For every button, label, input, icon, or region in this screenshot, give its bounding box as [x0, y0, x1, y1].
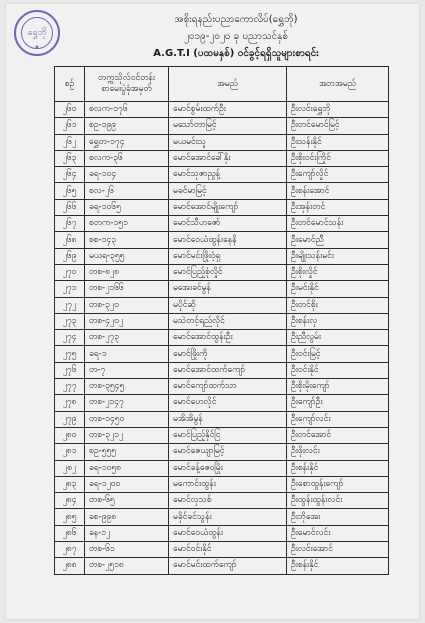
row-no: ၂၆၀ — [55, 102, 85, 118]
table-row — [55, 264, 389, 280]
document-page — [6, 4, 419, 619]
row-no: ၂၇၇ — [55, 379, 85, 395]
row-name: မောင်အောင်ထက်ကျော် — [169, 362, 287, 378]
college-seal-icon — [14, 10, 60, 56]
row-father-name: ဦးတင်မောင်သန်း — [287, 216, 389, 232]
row-exam-roll: တစ-၈၂၈ — [85, 264, 169, 280]
row-name: မောင်ဇေယျာမြင့် — [169, 444, 287, 460]
table-row — [55, 297, 389, 313]
row-name: မောင်ခန့်ဇေဝမြိုး — [169, 460, 287, 476]
seal-center: ရွှေဘို — [21, 17, 53, 49]
row-exam-roll: တစ-၁၄၅၀ — [85, 411, 169, 427]
row-no: ၂၇၅ — [55, 346, 85, 362]
table-row — [55, 199, 389, 215]
row-father-name: ဦးလင်းအောင် — [287, 542, 389, 558]
row-name: မောင်အောင်ခေါ်နိုး — [169, 150, 287, 166]
row-no: ၂၆၄ — [55, 167, 85, 183]
table-row — [55, 411, 389, 427]
row-exam-roll: ရွှေတ-၁၇၄ — [85, 134, 169, 150]
row-father-name: ဦးလင်းရွှေဘို — [287, 102, 389, 118]
row-name: မောင်သီဟဇော် — [169, 216, 287, 232]
table-row — [55, 102, 389, 118]
row-exam-roll: ခရ-၁ — [85, 346, 169, 362]
col-header-name: အမည် — [169, 67, 287, 102]
row-exam-roll: မယရ-၃၅၅ — [85, 248, 169, 264]
table-row — [55, 134, 389, 150]
header-academic-year: ၂၀၁၉-၂၀၂၀ ခု ပညာသင်နှစ် — [184, 31, 288, 42]
row-no: ၂၇၈ — [55, 395, 85, 411]
row-exam-roll: ခရ-၁၀၆၅ — [85, 199, 169, 215]
row-father-name: ဦးကျော်လှိုင် — [287, 167, 389, 183]
row-exam-roll: တစ-၂၇၃ — [85, 330, 169, 346]
row-no: ၂၈၇ — [55, 542, 85, 558]
table-row — [55, 232, 389, 248]
row-name: မောင်ပြည့်နိုင်ငြ — [169, 427, 287, 443]
table-row — [55, 493, 389, 509]
row-father-name: ဦးသန်းနိုင် — [287, 134, 389, 150]
row-exam-roll: တစ-၄၂၀၂ — [85, 313, 169, 329]
col-header-father: အဘအမည် — [287, 67, 389, 102]
row-no: ၂၆၂ — [55, 134, 85, 150]
row-no: ၂၇၆ — [55, 362, 85, 378]
row-exam-roll: တစ-၆၁ — [85, 542, 169, 558]
row-name: မောင်စွမ်းထက်ဦး — [169, 102, 287, 118]
col-header-exam-line2: စာမေးပွဲခုံအမှတ် — [101, 84, 152, 94]
row-exam-roll: ခရ-၁၀၄ — [85, 167, 169, 183]
row-no: ၂၇၁ — [55, 281, 85, 297]
row-no: ၂၇၀ — [55, 264, 85, 280]
row-father-name: ဦးမျိုးသန်းမင်း — [287, 248, 389, 264]
row-father-name: ဦးတင်အောင် — [287, 427, 389, 443]
row-exam-roll: တစ-၂၁၄၇ — [85, 395, 169, 411]
row-no: ၂၆၇ — [55, 216, 85, 232]
row-exam-roll: တ-၇ — [85, 362, 169, 378]
table-row — [55, 509, 389, 525]
row-name: မောင်ကျော်ထက်သာ — [169, 379, 287, 395]
row-no: ၂၈၀ — [55, 427, 85, 443]
row-no: ၂၈၆ — [55, 525, 85, 541]
row-name: မောင်သုဇာညွန့် — [169, 167, 287, 183]
table-row — [55, 118, 389, 134]
table-row — [55, 313, 389, 329]
row-father-name: ဦးမောင်ညီ — [287, 232, 389, 248]
header-college-name: အစိုးရနည်းပညာကောလိပ်(ရွှေဘို) — [174, 14, 298, 25]
row-no: ၂၈၄ — [55, 493, 85, 509]
row-name: မောင်မင်းဖြိုးဝံ့ရှ — [169, 248, 287, 264]
table-row — [55, 216, 389, 232]
row-father-name: ဦးကျော်ဦး — [287, 395, 389, 411]
row-name: မခိုင်ခင်သွန်း — [169, 509, 287, 525]
row-father-name: ဦးစန်းနိုင် — [287, 558, 389, 574]
row-name: မပိုင်ဆို — [169, 297, 287, 313]
table-header-row — [55, 67, 389, 102]
row-exam-roll: စတက-၁၅၁ — [85, 216, 169, 232]
row-no: ၂၈၃ — [55, 476, 85, 492]
row-father-name: ဦးညီလွမ်း — [287, 330, 389, 346]
row-no: ၂၆၆ — [55, 199, 85, 215]
row-exam-roll: ခရ-၁၂၀၀ — [85, 476, 169, 492]
row-name: မကောင်းထွန်း — [169, 476, 287, 492]
row-name: မောင်ဝေယံထွန်း — [169, 525, 287, 541]
row-father-name: ဦးစိုးဝင်းကြိုင် — [287, 150, 389, 166]
row-exam-roll: ခစ-၉၉၈ — [85, 509, 169, 525]
row-name: မအေးခင်မွန် — [169, 281, 287, 297]
row-father-name: ဦးစောထွန်းကျော် — [287, 476, 389, 492]
row-father-name: ဦးထွန်းထွန်းလင်း — [287, 493, 389, 509]
table-row — [55, 150, 389, 166]
row-name: မယမင်းသူ — [169, 134, 287, 150]
table-row — [55, 183, 389, 199]
row-no: ၂၈၈ — [55, 558, 85, 574]
row-father-name: ဦးစိုးလှိုင် — [287, 264, 389, 280]
row-exam-roll: တစ-၃၂၁၂ — [85, 427, 169, 443]
row-father-name: ဦးမင်းနိုင် — [287, 281, 389, 297]
row-no: ၂၆၉ — [55, 248, 85, 264]
admission-table — [54, 66, 389, 575]
row-no: ၂၈၂ — [55, 460, 85, 476]
row-exam-roll: တစ-၃၂၀ — [85, 297, 169, 313]
table-row — [55, 167, 389, 183]
row-exam-roll: စဥ-၅၅၅ — [85, 444, 169, 460]
col-header-no: စဉ် — [55, 67, 85, 102]
row-no: ၂၆၅ — [55, 183, 85, 199]
row-name: မခင်မာမြင့် — [169, 183, 287, 199]
row-exam-roll: ခန-၁၂ — [85, 525, 169, 541]
table-row — [55, 444, 389, 460]
row-exam-roll: တစ-၂၅၁၈ — [85, 558, 169, 574]
row-father-name: ဦးအုန်းတင် — [287, 199, 389, 215]
table-row — [55, 346, 389, 362]
table-body — [55, 102, 389, 575]
table-row — [55, 379, 389, 395]
table-row — [55, 460, 389, 476]
row-father-name: ဦးမောင်လင်း — [287, 525, 389, 541]
table-row — [55, 558, 389, 574]
row-exam-roll: စစ-၁၄၃ — [85, 232, 169, 248]
row-name: မောင်ဖြိုးကို — [169, 346, 287, 362]
row-father-name: ဦးဝင်းနိုင် — [287, 362, 389, 378]
table-row — [55, 248, 389, 264]
table-row — [55, 330, 389, 346]
row-no: ၂၇၂ — [55, 297, 85, 313]
row-exam-roll: တစ-၂၁၆၆ — [85, 281, 169, 297]
col-header-exam-roll — [85, 67, 169, 102]
row-no: ၂၆၈ — [55, 232, 85, 248]
row-name: မသဲတင့်ရည်လိုင် — [169, 313, 287, 329]
row-exam-roll: စလက-၃၆ — [85, 150, 169, 166]
row-father-name: ဦးကျော်လင်း — [287, 411, 389, 427]
table-row — [55, 427, 389, 443]
seal-star-icon: ★ — [34, 44, 40, 51]
row-no: ၂၇၉ — [55, 411, 85, 427]
header-list-title: A.G.T.I (ပထမနှစ်) ဝင်ခွင့်ရရှိသူများစာရင်း — [153, 48, 319, 59]
row-no: ၂၆၃ — [55, 150, 85, 166]
row-father-name: ဦးစန်းအောင် — [287, 183, 389, 199]
col-header-exam-line1: တက္ကသိုလ်ဝင်တန်း — [97, 73, 156, 83]
row-no: ၂၈၁ — [55, 444, 85, 460]
row-name: မောင်ဟေလိုင် — [169, 395, 287, 411]
row-exam-roll: တစ-၃၅၄၅ — [85, 379, 169, 395]
row-exam-roll: စလ-၂၆ — [85, 183, 169, 199]
table-row — [55, 395, 389, 411]
row-father-name: ဦးဝင်းမြင့် — [287, 346, 389, 362]
row-no: ၂၈၅ — [55, 509, 85, 525]
row-exam-roll: စလက-၁၇၆ — [85, 102, 169, 118]
row-exam-roll: ခရ-၁၀၅၈ — [85, 460, 169, 476]
row-father-name: ဦးတင်မောင်မြင့် — [287, 118, 389, 134]
row-father-name: ဦးစန်းလှ — [287, 313, 389, 329]
row-no: ၂၇၃ — [55, 313, 85, 329]
table-row — [55, 525, 389, 541]
row-name: မောင်ဝင်းနိုင် — [169, 542, 287, 558]
row-name: မအိအိမွန် — [169, 411, 287, 427]
row-exam-roll: စဥ-၁၉၉ — [85, 118, 169, 134]
row-no: ၂၇၄ — [55, 330, 85, 346]
row-no: ၂၆၁ — [55, 118, 85, 134]
table-row — [55, 476, 389, 492]
row-name: မသော်တာမြင့် — [169, 118, 287, 134]
row-father-name: ဦးဘိုအေး — [287, 509, 389, 525]
row-father-name: ဦးစန်းနိုင် — [287, 460, 389, 476]
row-name: မောင်အောင်ထွန်းဦး — [169, 330, 287, 346]
row-exam-roll: တစ-၆၅ — [85, 493, 169, 509]
row-name: မောင်မင်းထက်ကျော် — [169, 558, 287, 574]
row-father-name: ဦးဖိုးလင်း — [287, 444, 389, 460]
table-row — [55, 281, 389, 297]
row-name: မောင်လှသစ် — [169, 493, 287, 509]
table-row — [55, 542, 389, 558]
row-father-name: ဦးတင်စိုး — [287, 297, 389, 313]
row-father-name: ဦးစိုးမိုးကျော် — [287, 379, 389, 395]
row-name: မောင်ပြည့်စုံလှိုင် — [169, 264, 287, 280]
table-row — [55, 362, 389, 378]
row-name: မောင်အောင်မျိုးကျော် — [169, 199, 287, 215]
row-name: မောင်ဝေယံထွန်းနေနိ — [169, 232, 287, 248]
